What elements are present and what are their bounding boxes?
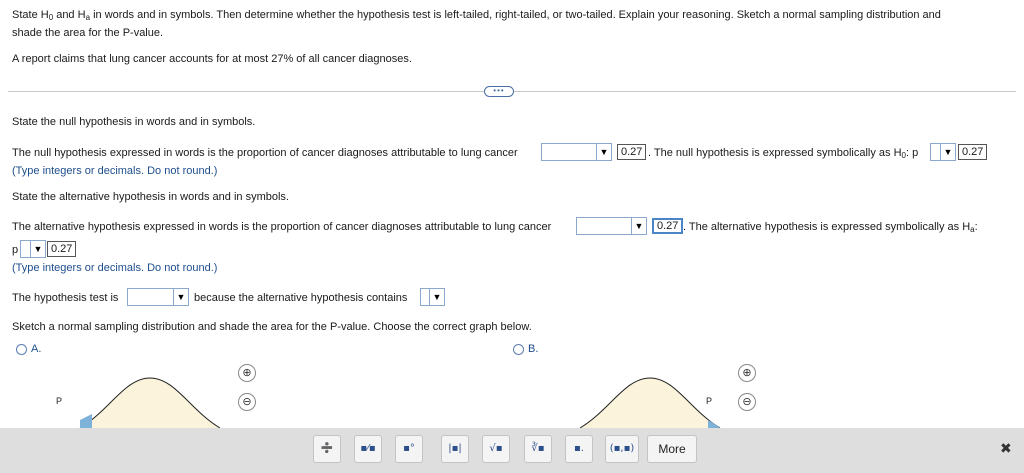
null-words-text: The null hypothesis expressed in words is the proportion of cancer diagnoses attributable to lung cancer xyxy=(12,147,518,159)
dropdown-arrow-icon: ▼ xyxy=(631,218,646,234)
exponent-button[interactable]: ▪° xyxy=(395,435,423,463)
graph-a-zoom-in-icon[interactable]: ⊕ xyxy=(238,364,256,382)
null-heading: State the null hypothesis in words and in symbols. xyxy=(12,116,256,128)
expand-more-button[interactable]: ••• xyxy=(484,86,514,97)
nth-root-button[interactable]: ∛▪ xyxy=(524,435,552,463)
graph-b-curve-fill xyxy=(580,378,720,428)
graph-b-shaded-tail xyxy=(708,420,720,428)
null-symbol-dropdown[interactable] xyxy=(930,143,956,161)
graph-a-zoom-out-icon[interactable]: ⊖ xyxy=(238,393,256,411)
null-words-dropdown[interactable] xyxy=(541,143,612,161)
option-b-radio[interactable] xyxy=(513,344,524,355)
alt-symbol-text: . The alternative hypothesis is expressed symbolically as $H_a$: xyxy=(683,221,978,234)
dropdown-arrow-icon: ▼ xyxy=(940,144,955,160)
null-symbol-value-box: 0.27 xyxy=(958,144,987,160)
sketch-prompt: Sketch a normal sampling distribution and shade the area for the P-value. Choose the correct graph below. xyxy=(12,321,532,333)
option-a-label[interactable]: A. xyxy=(31,343,42,355)
graph-b-p-label: P xyxy=(706,396,713,406)
close-icon[interactable]: ✖ xyxy=(1000,441,1012,457)
instruction-line-2: shade the area for the P-value. xyxy=(12,27,164,39)
alt-hint: (Type integers or decimals. Do not round.) xyxy=(12,262,218,274)
graph-b xyxy=(560,370,740,428)
alt-value-box[interactable]: 0.27 xyxy=(652,218,683,234)
because-text: because the alternative hypothesis contains xyxy=(194,292,408,304)
graph-a-curve-fill xyxy=(80,378,220,428)
dropdown-arrow-icon: ▼ xyxy=(596,144,611,160)
graph-a-p-label: P xyxy=(56,396,63,406)
graph-a xyxy=(50,370,240,428)
instruction-line-1: State $H_0$ and $H_a$ in words and in symbols. Then determine whether the hypothesis test is left-tailed, right-tailed, or two-tailed. Explain your reasoning. Sketch a normal sampling distribution and xyxy=(12,9,941,22)
alt-words-dropdown[interactable] xyxy=(576,217,647,235)
null-hint: (Type integers or decimals. Do not round.) xyxy=(12,165,218,177)
ordered-pair-button[interactable]: (▪,▪) xyxy=(605,435,639,463)
test-type-dropdown[interactable] xyxy=(127,288,189,306)
mixed-number-button[interactable]: ▪⁄▪ xyxy=(354,435,382,463)
graph-b-zoom-out-icon[interactable]: ⊖ xyxy=(738,393,756,411)
null-symbol-text: . The null hypothesis is expressed symbolically as $H_0$: p xyxy=(648,147,919,160)
null-value-box: 0.27 xyxy=(617,144,646,160)
graph-b-zoom-in-icon[interactable]: ⊕ xyxy=(738,364,756,382)
option-a-radio[interactable] xyxy=(16,344,27,355)
decimal-button[interactable]: ▪. xyxy=(565,435,593,463)
graph-a-shaded-tail xyxy=(80,414,92,428)
square-root-button[interactable]: √▪ xyxy=(482,435,510,463)
alt-symbol-value-box: 0.27 xyxy=(47,241,76,257)
dropdown-arrow-icon: ▼ xyxy=(429,289,444,305)
contains-dropdown[interactable] xyxy=(420,288,445,306)
dropdown-arrow-icon: ▼ xyxy=(173,289,188,305)
dropdown-arrow-icon: ▼ xyxy=(30,241,45,257)
toolbar-more-button[interactable]: More xyxy=(647,435,697,463)
option-b-label[interactable]: B. xyxy=(528,343,539,355)
alt-words-text: The alternative hypothesis expressed in words is the proportion of cancer diagnoses attributable to lung cancer xyxy=(12,221,552,233)
alt-p-label: p xyxy=(12,244,19,256)
alt-heading: State the alternative hypothesis in words and in symbols. xyxy=(12,191,289,203)
absolute-value-button[interactable]: |▪| xyxy=(441,435,469,463)
fraction-button[interactable]: ➗ xyxy=(313,435,341,463)
math-toolbar xyxy=(0,428,1024,473)
test-type-text: The hypothesis test is xyxy=(12,292,119,304)
alt-symbol-dropdown[interactable] xyxy=(20,240,46,258)
claim-text: A report claims that lung cancer accounts for at most 27% of all cancer diagnoses. xyxy=(12,53,412,65)
